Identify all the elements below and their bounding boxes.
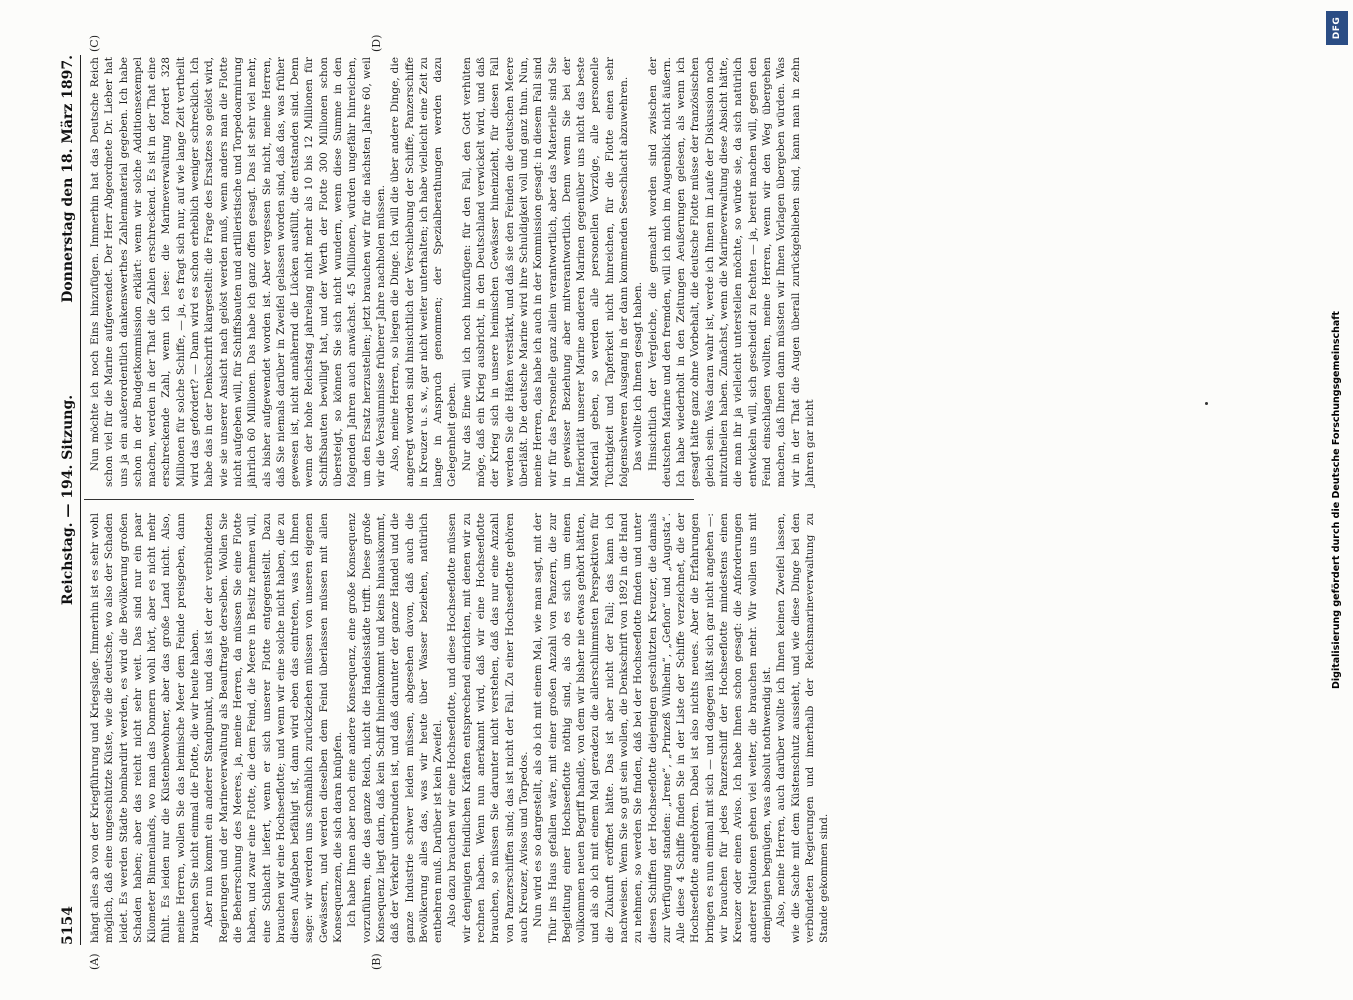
paragraph: Nun wird es so dargestellt, als ob ich mit einem Mal, wie man sagt, mit der Thür ins Haus gefallen wäre, mit einer großen Anzahl von Panzern, die zur Begleitung einer Hochseeflotte nöthig sind, als ob es sich um einen vollkommen neuen Begriff handle, von dem wir bisher nie etwas gehört hätten, und als ob ich mit einem Mal geradezu die allerschlimmsten Perspektiven für die Zukunft eröffnet hätte. Das ist aber nicht der Fall; das kann ich nachweisen. Wenn Sie so gut sein wollen, die Denkschrift von 1892 in die Hand zu nehmen, so werden Sie finden, daß bei der Hochseeflotte finden und unter diesen Schiffen der Hochseeflotte diejenigen geschützten Kreuzer, die damals zur Verfügung standen: „Irene“, „Prinzeß Wilhelm“, „Gefion“ und „Augusta“. Alle diese 4 Schiffe finden Sie in der Liste der Schiffe verzeichnet, die der Hochseeflotte angehören. Dabei ist also nichts neues. Aber die Erfahrungen bringen es nun einmal mit sich — und dagegen läßt sich gar nicht angehen —: wir brauchen für jedes Panzerschiff der Hochseeflotte mindestens einen Kreuzer oder einen Aviso. Ich habe Ihnen schon gesagt: die Anforderungen anderer Nationen gehen viel weiter, die brauchen mehr. Wir wollen uns mit demjenigen begnügen, was absolut nothwendig ist.	[532, 513, 773, 943]
dfg-logo: DFG	[1326, 11, 1348, 45]
paragraph: Das wollte ich Ihnen gesagt haben.	[632, 281, 645, 471]
paragraph: Ich habe Ihnen aber noch eine andere Konsequenz, eine große Konsequenz vorzuführen, die das ganze Reich, nicht die Handelsstädte trifft. Diese große Konsequenz liegt darin, daß kein Schiff hineinkommt und keins hinauskommt, daß der Verkehr unterbunden ist, und daß darunter der ganze Handel und die ganze Industrie schwer leiden müssen, abgesehen davon, daß auch die Bevölkerung alles das, was wir heute über Wasser beziehen, natürlich entbehren muß. Darüber ist kein Zweifel.	[346, 513, 445, 943]
page-number: 5154	[60, 906, 76, 945]
paragraph: Aber nun kommt ein anderer Standpunkt, und das ist der der verbündeten Regierungen und der Marineverwaltung als Beauftragte derselben. Wollen Sie die Beherrschung des Meeres, ja, meine Herren, da müssen Sie eine Flotte haben, und zwar eine Flotte, die dem Feind, die Meere in Besitz nehmen will, eine Schlacht liefert, wenn er sich unserer Flotte entgegenstellt. Dazu brauchen wir eine Hochseeflotte; und wenn wir eine solche nicht haben, die zu diesen Aufgaben befähigt ist, dann wird eben das eintreten, was ich Ihnen sage: wir werden uns schmählich zurückziehen müssen von unseren eigenen Gewässern, und werden dieselben dem Feind überlassen müssen mit allen Konsequenzen, die sich daran knüpfen.	[203, 513, 345, 943]
paragraph: hängt alles ab von der Kriegführung und Kriegslage. Immerhin ist es sehr wohl möglich, daß eine ungeschützte Küste, wie die deutsche, wo also der Schaden leidet. Es werden Städte bombardirt werden, es wird die Bevölkerung großen Schaden haben; aber das reicht nicht sehr weit. Das sind nur ein paar Kilometer Binnenlands, wo man das Donnern wohl hört, aber es nicht mehr fühlt. Es leiden nur die Küstenbewohner, aber das große Land nicht. Also, meine Herren, wollen Sie das heimische Meer dem Feinde preisgeben, dann brauchen Sie nicht einmal die Flotte, die wir heute haben.	[89, 513, 202, 943]
session-title: Reichstag. — 194. Sitzung.	[60, 394, 76, 606]
header-rule	[80, 55, 81, 945]
left-column	[88, 513, 831, 943]
paragraph: Nun möchte ich noch Eins hinzufügen. Immerhin hat das Deutsche Reich schon viel für die Marine aufgewendet. Der Herr Abgeordnete Dr. Lieber hat uns ja ein außerordentlich dankenswerthes Zahlenmaterial gegeben. Ich habe schon in der Budgetkommission erklärt: wenn wir solche Additionsexempel machen, werden in der That die Zahlen erschreckend. Es ist in der That eine erschreckende Zahl, wenn ich lese: die Marineverwaltung fordert 328 Millionen für solche Schiffe, — ja, es fragt sich nur, auf wie lange Zeit vertheilt wird das gefordert? — Dann wird es schon erheblich weniger schrecklich. Ich habe das in der Denkschrift klargestellt: die Frage des Ersatzes so gelöst wird, wie sie unserer Ansicht nach gelöst werden muß, wenn anders man die Flotte nicht aufgeben will, für Schiffsbauten und artilleristische und Torpedoarmirung jährlich 60 Millionen. Das habe ich ganz offen gesagt. Das ist sehr viel mehr, als bisher aufgewendet worden ist. Aber vergessen Sie nicht, meine Herren, daß Sie niemals darüber in Zweifel gelassen worden sind, daß das, was früher gewesen ist, nicht annähernd die Lücken ausfüllt, die entstanden sind. Denn wenn der hohe Reichstag jahrelang nicht mehr als 10 bis 12 Millionen für Schiffsbauten bewilligt hat, und der Werth der Flotte 300 Millionen schon übersteigt, so können Sie sich nicht wundern, wenn diese Summe in den folgenden Jahren auch anwächst. 45 Millionen, würden ungefähr hinreichen, um den Ersatz herzustellen; jetzt brauchen wir für die nächsten Jahre 60, weil wir die Versäumnisse früherer Jahre nachholen müssen.	[89, 57, 387, 487]
right-column	[88, 57, 816, 487]
session-date: Donnerstag den 18. März 1897.	[60, 55, 76, 303]
paragraph: Nur das Eine will ich noch hinzufügen: für den Fall, den Gott verhüten möge, daß ein Krieg ausbricht, in den Deutschland verwickelt wird, und daß der Krieg sich in unsere heimischen Gewässer hineinzieht, für diesen Fall werden Sie die Häfen verstärkt, und daß sie den Feinden die deutschen Meere überläßt. Die deutsche Marine wird ihre Schuldigkeit voll und ganz thun. Nun, meine Herren, das habe ich auch in der Kommission gesagt: in diesem Fall sind wir für das Personelle ganz allein verantwortlich, aber das Materielle sind Sie in gewisser Beziehung aber mitverantwortlich. Denn wenn Sie bei der Inferiorität unserer Marine anderen Marinen gegenüber uns nicht das beste Material geben, so werden alle personellen Vorzüge, alle personelle Tüchtigkeit und Tapferkeit nicht hinreichen, für die Flotte einen sehr folgenschweren Ausgang in der dann kommenden Seeschlacht abzuwehren.	[460, 57, 630, 487]
marker-d: (D)	[370, 34, 383, 52]
marker-c: (C)	[88, 35, 101, 52]
paragraph: Also dazu brauchen wir eine Hochseeflotte, und diese Hochseeflotte müssen wir denjenigen feindlichen Kräften entsprechend einrichten, mit denen wir zu rechnen haben. Wenn nun anerkannt wird, daß wir eine Hochseeflotte brauchen, so müssen Sie darunter nicht verstehen, daß das nur eine Anzahl von Panzerschiffen sind; das ist nicht der Fall. Zu einer Hochseeflotte gehören auch Kreuzer, Avisos und Torpedos.	[446, 513, 530, 943]
paragraph: Also, meine Herren, so liegen die Dinge. Ich will die über andere Dinge, die angeregt worden sind hinsichtlich der Verschiebung der Schiffe, Panzerschiffe in Kreuzer u. s. w., gar nicht weiter unterhalten; ich habe vielleicht eine Zeit zu lange in Anspruch genommen; der Spezialberathungen werden dazu Gelegenheit geben.	[389, 57, 459, 487]
marker-a: (A)	[88, 953, 101, 970]
speck	[1205, 402, 1208, 405]
marker-b: (B)	[370, 953, 383, 970]
paragraph: Also, meine Herren, auch darüber wollte ich Ihnen keinen Zweifel lassen, wie die Sache mit dem Küstenschutz aussieht, und wie diese Dinge bei den verbündeten Regierungen und innerhalb der Reichsmarineverwaltung zu Stande gekommen sind.	[775, 513, 831, 943]
digitization-credit: Digitalisierung gefördert durch die Deutsche Forschungsgemeinschaft	[1331, 311, 1342, 689]
paragraph: Hinsichtlich der Vergleiche, die gemacht worden sind zwischen der deutschen Marine und den fremden, will ich mich im Augenblick nicht äußern. Ich habe wiederholt in den Zeitungen Aeußerungen gelesen, als wenn ich gesagt hätte ganz ohne Vorbehalt, die deutsche Flotte müsse der französischen gleich sein. Was daran wahr ist, werde ich Ihnen im Laufe der Diskussion noch mitzutheilen haben. Zunächst, wenn die Marineverwaltung diese Absicht hätte, die man ihr ja vielleicht unterstellen möchte, so würde sie, da sich natürlich entwickeln will, sich gescheidt zu fechten — ja, bereit machen will, gegen den Feind einschlagen wollten, meine Herren, wenn wir den Weg übergehen machen, daß Ihnen dann müssten wir Ihnen Vorlagen übergeben würden. Was wir in der That die Augen überall zurückgeblieben sind, kann man in zehn Jahren gar nicht	[646, 57, 816, 487]
page-header	[60, 55, 80, 945]
column-divider	[84, 499, 694, 500]
